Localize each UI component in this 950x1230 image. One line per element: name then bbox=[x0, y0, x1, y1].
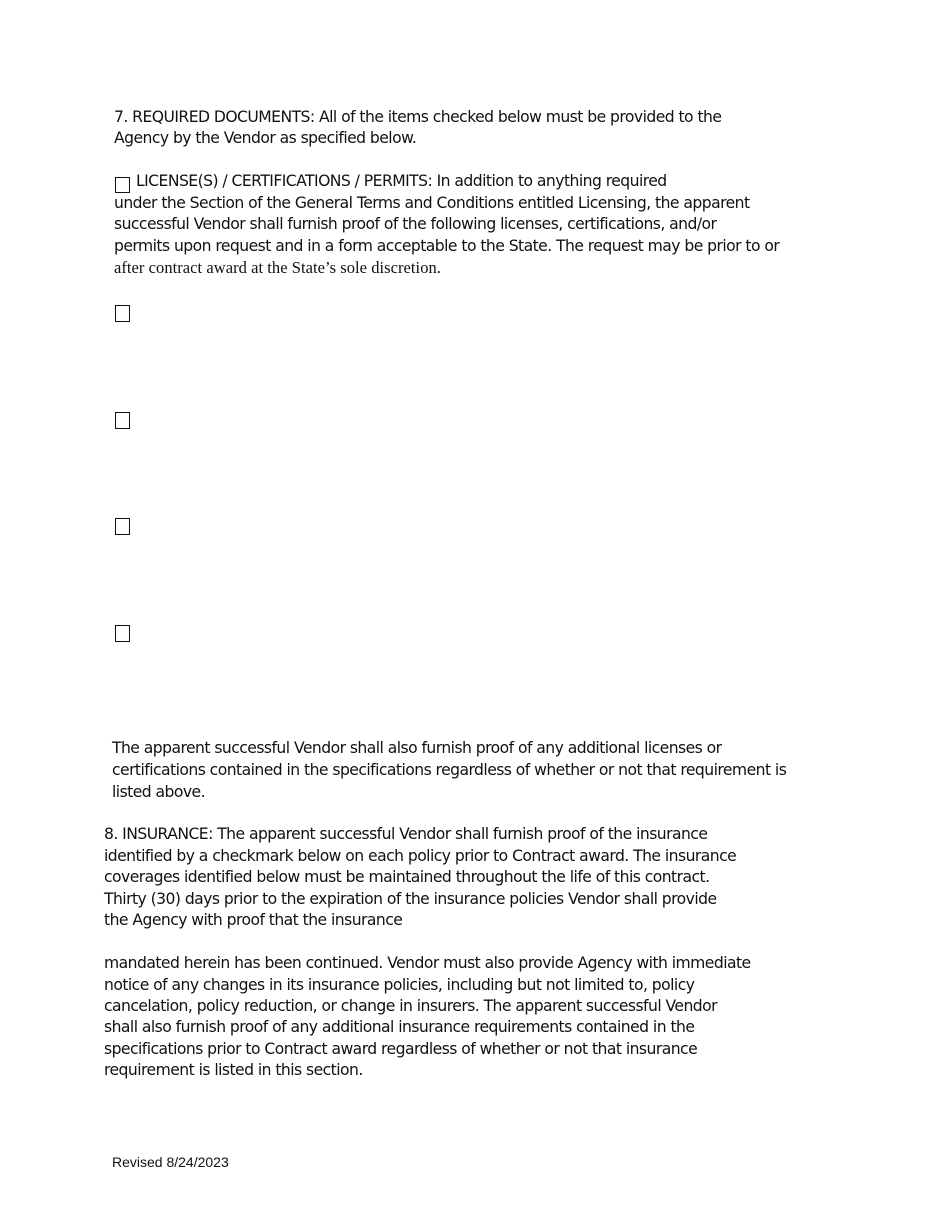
licenses-line: LICENSE(S) / CERTIFICATIONS / PERMITS: In addition to anything required bbox=[136, 172, 667, 190]
insurance-continued-line: mandated herein has been continued. Vendor must also provide Agency with immediate bbox=[104, 954, 751, 972]
insurance-line: identified by a checkmark below on each policy prior to Contract award. The insurance bbox=[104, 847, 737, 865]
insurance-line: the Agency with proof that the insurance bbox=[104, 911, 403, 929]
licenses-line: after contract award at the State’s sole discretion. bbox=[114, 258, 441, 277]
licenses-line: permits upon request and in a form acceptable to the State. The request may be prior to or bbox=[114, 237, 780, 255]
additional-line: listed above. bbox=[112, 783, 205, 801]
section-7-line: Agency by the Vendor as specified below. bbox=[114, 129, 417, 147]
additional-line: certifications contained in the specifications regardless of whether or not that requirement is bbox=[112, 761, 787, 779]
insurance-continued-line: specifications prior to Contract award regardless of whether or not that insurance bbox=[104, 1040, 698, 1058]
license-item-checkbox-3[interactable] bbox=[115, 518, 130, 535]
licenses-line: successful Vendor shall furnish proof of the following licenses, certifications, and/or bbox=[114, 215, 717, 233]
insurance-continued-line: shall also furnish proof of any additional insurance requirements contained in the bbox=[104, 1018, 695, 1036]
revised-date: Revised 8/24/2023 bbox=[112, 1154, 229, 1170]
section-7-line: 7. REQUIRED DOCUMENTS: All of the items checked below must be provided to the bbox=[114, 108, 722, 126]
license-item-checkbox-2[interactable] bbox=[115, 412, 130, 429]
license-item-checkbox-4[interactable] bbox=[115, 625, 130, 642]
licenses-line: under the Section of the General Terms and Conditions entitled Licensing, the apparent bbox=[114, 194, 750, 212]
insurance-continued-line: cancelation, policy reduction, or change in insurers. The apparent successful Vendor bbox=[104, 997, 718, 1015]
insurance-continued-line: notice of any changes in its insurance policies, including but not limited to, policy bbox=[104, 976, 695, 994]
insurance-line: Thirty (30) days prior to the expiration of the insurance policies Vendor shall provide bbox=[104, 890, 717, 908]
insurance-continued-line: requirement is listed in this section. bbox=[104, 1061, 363, 1079]
license-item-checkbox-1[interactable] bbox=[115, 305, 130, 322]
insurance-line: coverages identified below must be maintained throughout the life of this contract. bbox=[104, 868, 710, 886]
licenses-checkbox[interactable] bbox=[115, 177, 130, 193]
additional-line: The apparent successful Vendor shall also furnish proof of any additional licenses or bbox=[112, 739, 722, 757]
insurance-line: 8. INSURANCE: The apparent successful Vendor shall furnish proof of the insurance bbox=[104, 825, 708, 843]
